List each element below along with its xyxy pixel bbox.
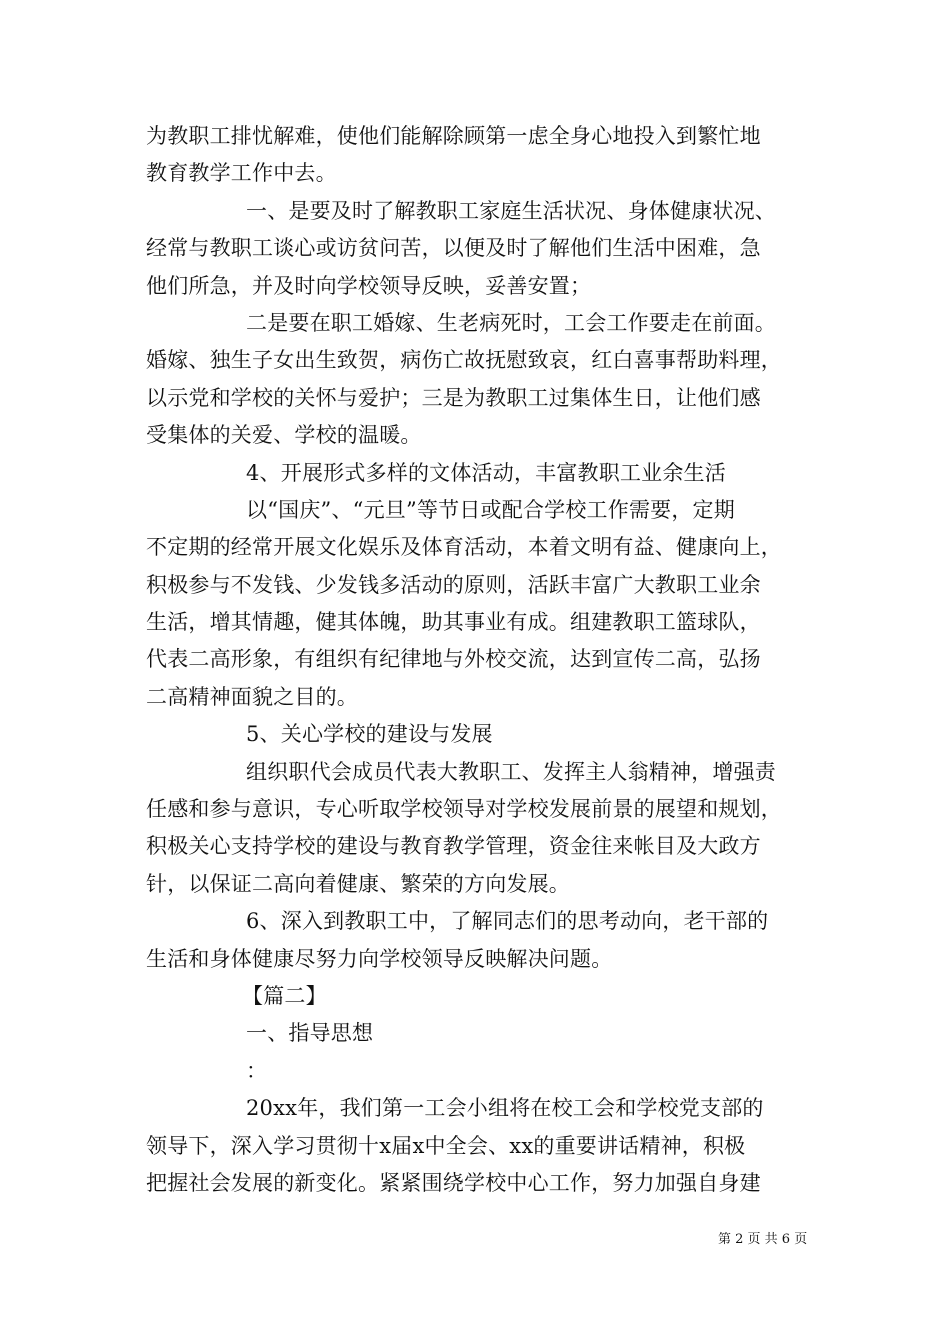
- page-number: 第 2 页 共 6 页: [718, 1232, 808, 1247]
- text-line: 为教职工排忧解难，使他们能解除顾第一虑全身心地投入到繁忙地: [146, 124, 761, 148]
- section-heading: 一、指导思想: [246, 1021, 374, 1046]
- text-line: 受集体的关爱、学校的温暖。: [146, 423, 422, 448]
- text-line: 把握社会发展的新变化。紧紧围绕学校中心工作，努力加强自身建: [146, 1170, 761, 1195]
- text-line: 领导下，深入学习贯彻十x届x中全会、xx的重要讲话精神，积极: [146, 1133, 746, 1158]
- text-line: 婚嫁、独生子女出生致贺，病伤亡故抚慰致哀，红白喜事帮助料理，: [146, 348, 782, 373]
- text-line: 组织职代会成员代表大教职工、发挥主人翁精神，增强责: [246, 759, 776, 784]
- text-line: 20xx年，我们第一工会小组将在校工会和学校党支部的: [246, 1096, 764, 1121]
- text-line: 生活，增其情趣，健其体魄，助其事业有成。组建教职工篮球队，: [146, 610, 761, 635]
- section-heading: 5、关心学校的建设与发展: [246, 722, 493, 747]
- text-line: 不定期的经常开展文化娱乐及体育活动，本着文明有益、健康向上，: [146, 535, 782, 560]
- text-line: 积极关心支持学校的建设与教育教学管理，资金往来帐目及大政方: [146, 834, 761, 859]
- text-line: 一、是要及时了解教职工家庭生活状况、身体健康状况、: [246, 198, 776, 223]
- text-line: 以示党和学校的关怀与爱护；三是为教职工过集体生日，让他们感: [146, 385, 761, 410]
- section-heading: 6、深入到教职工中，了解同志们的思考动向，老干部的: [246, 909, 769, 934]
- document-body: [146, 118, 814, 1202]
- text-line: 二是要在职工婚嫁、生老病死时，工会工作要走在前面。: [246, 310, 776, 335]
- text-line: 生活和身体健康尽努力向学校领导反映解决问题。: [146, 946, 613, 971]
- text-line: 针，以保证二高向着健康、繁荣的方向发展。: [146, 871, 570, 896]
- text-line: 任感和参与意识，专心听取学校领导对学校发展前景的展望和规划，: [146, 797, 782, 822]
- text-line: 二高精神面貌之目的。: [146, 684, 358, 709]
- text-line: 以“国庆”、“元旦”等节日或配合学校工作需要，定期: [246, 497, 735, 522]
- part-heading: 【篇二】: [242, 983, 327, 1008]
- text-line: 经常与教职工谈心或访贫问苦，以便及时了解他们生活中困难，急: [146, 236, 761, 261]
- text-line: 积极参与不发钱、少发钱多活动的原则，活跃丰富广大教职工业余: [146, 572, 761, 597]
- text-line: 代表二高形象，有组织有纪律地与外校交流，达到宣传二高，弘扬: [146, 647, 761, 672]
- section-heading: 4、开展形式多样的文体活动，丰富教职工业余生活: [246, 460, 726, 485]
- text-line: 教育教学工作中去。: [146, 161, 337, 186]
- text-line: 他们所急，并及时向学校领导反映，妥善安置；: [146, 273, 592, 298]
- text-line: ：: [246, 1058, 268, 1083]
